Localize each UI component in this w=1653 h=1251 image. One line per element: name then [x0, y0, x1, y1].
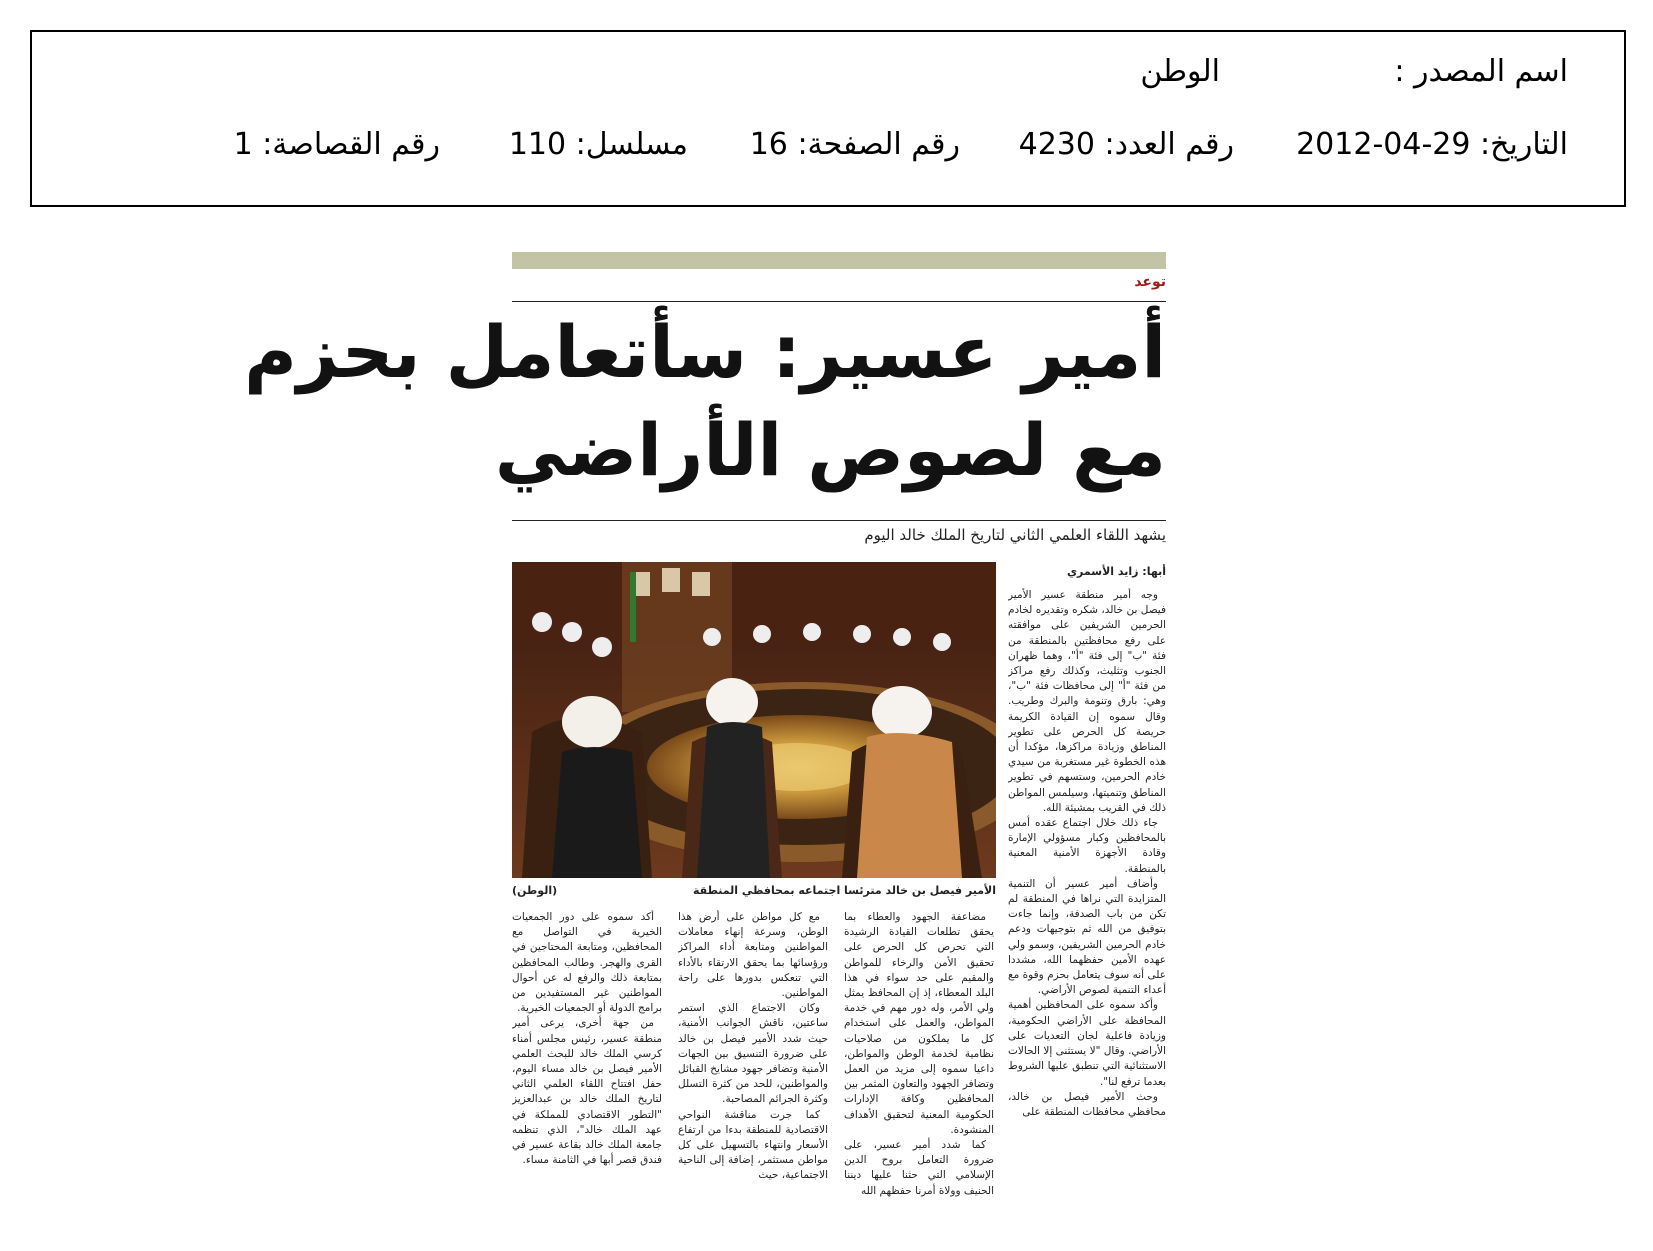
paragraph: من جهة أخرى، يرعى أمير منطقة عسير، رئيس مجلس أمناء كرسي الملك خالد للبحث العلمي الأمير فيصل بن خالد مساء اليوم، حفل افتتاح اللقاء العلمي الثاني لتاريخ الملك خالد بن عبدالعزيز "التطور الاقتصادي للمملكة في عهد الملك خالد"، الذي تنظمه جامعة الملك خالد بقاعة عسير في فندق قصر أبها في الثامنة مساء.: [512, 1017, 662, 1167]
byline: أبها: زايد الأسمري: [1066, 565, 1166, 578]
newspaper-clipping: [244, 252, 1166, 1224]
photo-caption: الأمير فيصل بن خالد مترئسا اجتماعه بمحافظي المنطقة: [693, 884, 996, 897]
photo-credit: (الوطن): [512, 884, 558, 897]
serial-field: مسلسل: 110: [508, 127, 688, 162]
source-value: الوطن: [1140, 54, 1220, 89]
headline-line-2: مع لصوص الأراضي: [494, 408, 1166, 492]
clipping-info-box: [30, 30, 1626, 207]
article-column-2: [844, 910, 994, 1218]
clip-number-field: رقم القصاصة: 1: [233, 127, 440, 162]
subheadline: يشهد اللقاء العلمي الثاني لتاريخ الملك خالد اليوم: [864, 526, 1166, 544]
paragraph: مع كل مواطن على أرض هذا الوطن، وسرعة إنهاء معاملات المواطنين ومتابعة أداء المراكز ورؤسائها بما يحقق الارتقاء بالأداء التي تنعكس بدورها على راحة المواطنين.: [678, 911, 828, 1000]
headline-line-1: أمير عسير: سأتعامل بحزم: [244, 310, 1166, 394]
headline-rule: [512, 520, 1166, 521]
date-field: التاريخ: 29-04-2012: [1296, 127, 1568, 162]
paragraph: كما شدد أمير عسير، على ضرورة التعامل بروح الدين الإسلامي التي حثنا عليها ديننا الحنيف وولاة أمرنا حفظهم الله: [844, 1139, 994, 1197]
article-column-3: [678, 910, 828, 1218]
paragraph: وأكد سموه على المحافظين أهمية المحافظة على الأراضي الحكومية، وزيادة فاعلية لجان التعديات على الأراضي. وقال "لا يستثنى إلا الحالات الاستثنائية التي تنطبق عليها الشروط بعدما ترفع لنا".: [1008, 999, 1166, 1088]
source-label: اسم المصدر :: [1394, 54, 1568, 89]
top-color-bar: [512, 252, 1166, 269]
article-column-1: [1008, 588, 1166, 1218]
paragraph: جاء ذلك خلال اجتماع عقده أمس بالمحافظين وكبار مسؤولي الإمارة وقادة الأجهزة الأمنية المعنية بالمنطقة.: [1008, 817, 1166, 875]
issue-number-field: رقم العدد: 4230: [1018, 127, 1234, 162]
photo-caption-row: [512, 884, 996, 900]
meeting-photo: [512, 562, 996, 878]
paragraph: كما جرت مناقشة النواحي الاقتصادية للمنطقة بدءا من ارتفاع الأسعار وانتهاء بالتسهيل على كل مواطن مستثمر، إضافة إلى الناحية الاجتماعية، حيث: [678, 1108, 828, 1182]
article-column-4: [512, 910, 662, 1218]
section-label: توعد: [1134, 274, 1166, 290]
page-number-field: رقم الصفحة: 16: [749, 127, 960, 162]
paragraph: وأضاف أمير عسير أن التنمية المتزايدة التي نراها في المنطقة لم تكن من باب الصدفة، وإنما جاءت بتوفيق من الله ثم بتوجيهات ودعم خادم الحرمين الشريفين، وسمو ولي عهده الأمين حفظهما الله، مشددا على أنه سوف يتعامل بحزم وقوة مع أعداء التنمية لصوص الأراضي.: [1008, 877, 1166, 997]
paragraph: وكان الاجتماع الذي استمر ساعتين، ناقش الجوانب الأمنية، حيث شدد الأمير فيصل بن خالد على ضرورة التنسيق بين الجهات الأمنية وتضافر جهود مشايخ القبائل والمواطنين، للحد من كثرة التسلل وكثرة الجرائم المصاحبة.: [678, 1002, 828, 1106]
paragraph: وحث الأمير فيصل بن خالد، محافظي محافظات المنطقة على: [1008, 1090, 1166, 1118]
paragraph: وجه أمير منطقة عسير الأمير فيصل بن خالد، شكره وتقديره لخادم الحرمين الشريفين على موافقته على رفع محافظتين بالمنطقة من فئة "ب" إلى فئة "أ"، وهما ظهران الجنوب وتثليث، وكذلك رفع مراكز من فئة "أ" إلى محافظات فئة "ب"، وهي: بارق وتنومة والبرك وطريب. وقال سموه إن القيادة الكريمة حريصة كل الحرص على تطوير المناطق وزيادة مراكزها، مؤكدا أن هذه الخطوة غير مستغربة من سيدي خادم الحرمين، وستسهم في تطوير المناطق وتنميتها، وسيلمس المواطن ذلك في القريب بمشيئة الله.: [1008, 589, 1166, 814]
paragraph: مضاعفة الجهود والعطاء بما يحقق تطلعات القيادة الرشيدة التي تحرص كل الحرص على تحقيق الأمن والرخاء للمواطن والمقيم على حد سواء في هذا البلد المعطاء، إذ إن المحافظ يمثل ولي الأمر، وله دور مهم في خدمة المواطن، والعمل على استخدام كل ما يملكون من صلاحيات نظامية لخدمة الوطن والمواطن، داعيا سموه إلى مزيد من العمل وتضافر الجهود والتعاون المثمر بين المحافظين وكافة الإدارات الحكومية المعنية لتحقيق الأهداف المنشودة.: [844, 911, 994, 1136]
paragraph: أكد سموه على دور الجمعيات الخيرية في التواصل مع المحافظين، ومتابعة المحتاجين في القرى والهجر. وطالب المحافظين بمتابعة ذلك والرفع له عن أحوال المواطنين غير المستفيدين من برامج الدولة أو الجمعيات الخيرية.: [512, 911, 662, 1015]
top-rule: [512, 301, 1166, 302]
